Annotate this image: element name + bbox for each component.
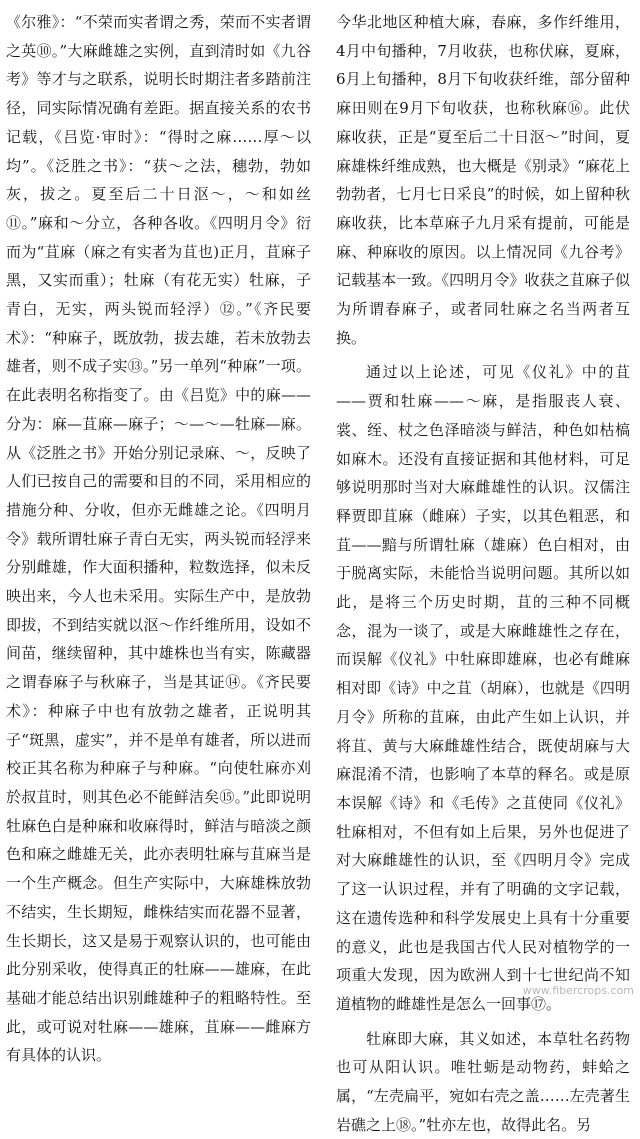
right-paragraph-3: 牡麻即大麻，其义如述，本草牡名药物也可从阳认识。唯牡蛎是动物药，蚌蛤之属，“左壳扁平，宛如右壳之盖……左壳著生岩礁之上⑱。”牡亦左也，故得此名。另 [336, 1029, 630, 1134]
right-paragraph-2: 通过以上论述，可见《仪礼》中的苴——贾和牡麻——～麻，是指服丧人衰、裳、绖、杖之色泽暗淡与鲜洁，种色如枯槁如麻木。还没有直接证据和其他材料，可足够说明那时当对大麻雌雄性的认识。汉儒注释贾即苴麻（雌麻）子实，以其色粗恶，和苴——黯与所谓牡麻（雄麻）色白相对，由于脱离实际，未能恰当说明问题。其所以如此，是将三个历史时期，苴的三种不同概念，混为一谈了，或是大麻雌雄性之存在，而误解《仪礼》中牡麻即雄麻，也必有雌麻相对即《诗》中之苴（胡麻），也就是《四明月令》所称的苴麻，由此产生如上认识，并将苴、黄与大麻雌雄性结合，既使胡麻与大麻混淆不清，也影响了本草的释名。或是原本误解《诗》和《毛传》之苴使同《仪礼》牡麻相对，不但有如上后果，另外也促进了对大麻雌雄性的认识，至《四明月令》完成了这一认识过程，并有了明确的文字记载，这在遗传选种和科学发展史上具有十分重要的意义，此也是我国古代人民对植物学的一项重大发现，因为欧洲人到十七世纪尚不知道植物的雌雄性是怎么一回事⑰。 [336, 363, 630, 1013]
watermark: www.fibercrops.com [522, 984, 634, 997]
left-column [6, 8, 311, 1070]
right-column [336, 8, 630, 1139]
right-paragraph-1: 今华北地区种植大麻，春麻，多作纤维用，4月中旬播种，7月收获，也称伏麻，夏麻，6月上旬播种，8月下旬收获纤维，部分留种麻田则在9月下旬收获，也称秋麻⑯。此伏麻收获，正是“夏至后二十日沤～”时间，夏麻雄株纤维成熟，也大概是《别录》“麻花上勃勃者，七月七日采良”的时候，如上留种秋麻收获，比本草麻子九月采有提前，可能是麻、种麻收的原因。以上情况同《九谷考》记载基本一致。《四明月令》收获之苴麻子似为所谓春麻子，或者同牡麻之名当两者互换。 [336, 13, 630, 347]
left-paragraph-1: 《尔雅》：“不荣而实者谓之秀，荣而不实者谓之英⑩。”大麻雌雄之实例，直到清时如《九谷考》等才与之联系，说明长时期注者多踏前注径，同实际情况确有差距。据直接关系的农书记载，《吕览·审时》：“得时之麻……厚～以均”。《泛胜之书》：“获～之法，穗勃，勃如灰，拔之。夏至后二十日沤～，～和如丝⑪。”麻和～分立，各种各收。《四明月令》衍而为“苴麻（麻之有实者为苴也)正月，苴麻子黑，又实而重）；牡麻（有花无实）牡麻，子青白，无实，两头锐而轻浮）⑫。”《齐民要术》：“种麻子，既放勃，拔去雄，若未放勃去雄者，则不成子实⑬。”另一单列“种麻”一项。在此表明名称指变了。由《吕览》中的麻——分为：麻—苴麻—麻子；～—～—牡麻—麻。从《泛胜之书》开始分别记录麻、～，反映了人们已按自己的需要和目的不同，采用相应的措施分种、分收，但亦无雌雄之论。《四明月令》载所谓牡麻子青白无实，两头锐而轻浮来分别雌雄，作大面积播种，粒数选择，似未反映出来，今人也未采用。实际生产中，是放勃即拔，不到结实就以沤～作纤维所用，设如不间苗，继续留种，其中雄株也当有实，陈藏器之谓春麻子与秋麻子，当是其证⑭。《齐民要术》：种麻子中也有放勃之雄者，正说明其子“斑黑，虚实”，并不是单有雄者，所以进而校正其名称为种麻子与种麻。“向使牡麻亦刈於叔苴时，则其色必不能鲜洁矣⑮。”此即说明牡麻色白是种麻和收麻得时，鲜洁与暗淡之颜色和麻之雌雄无关，此亦表明牡麻与苴麻当是一个生产概念。但生产实际中，大麻雄株放勃不结实，生长期短，雌株结实而花器不显著，生长期长，这又是易于观察认识的，也可能由此分别采收，使得真正的牡麻——雄麻，在此基础才能总结出识别雌雄种子的粗略特性。至此，或可说对牡麻——雄麻，苴麻——雌麻方有具体的认识。 [6, 13, 311, 1065]
